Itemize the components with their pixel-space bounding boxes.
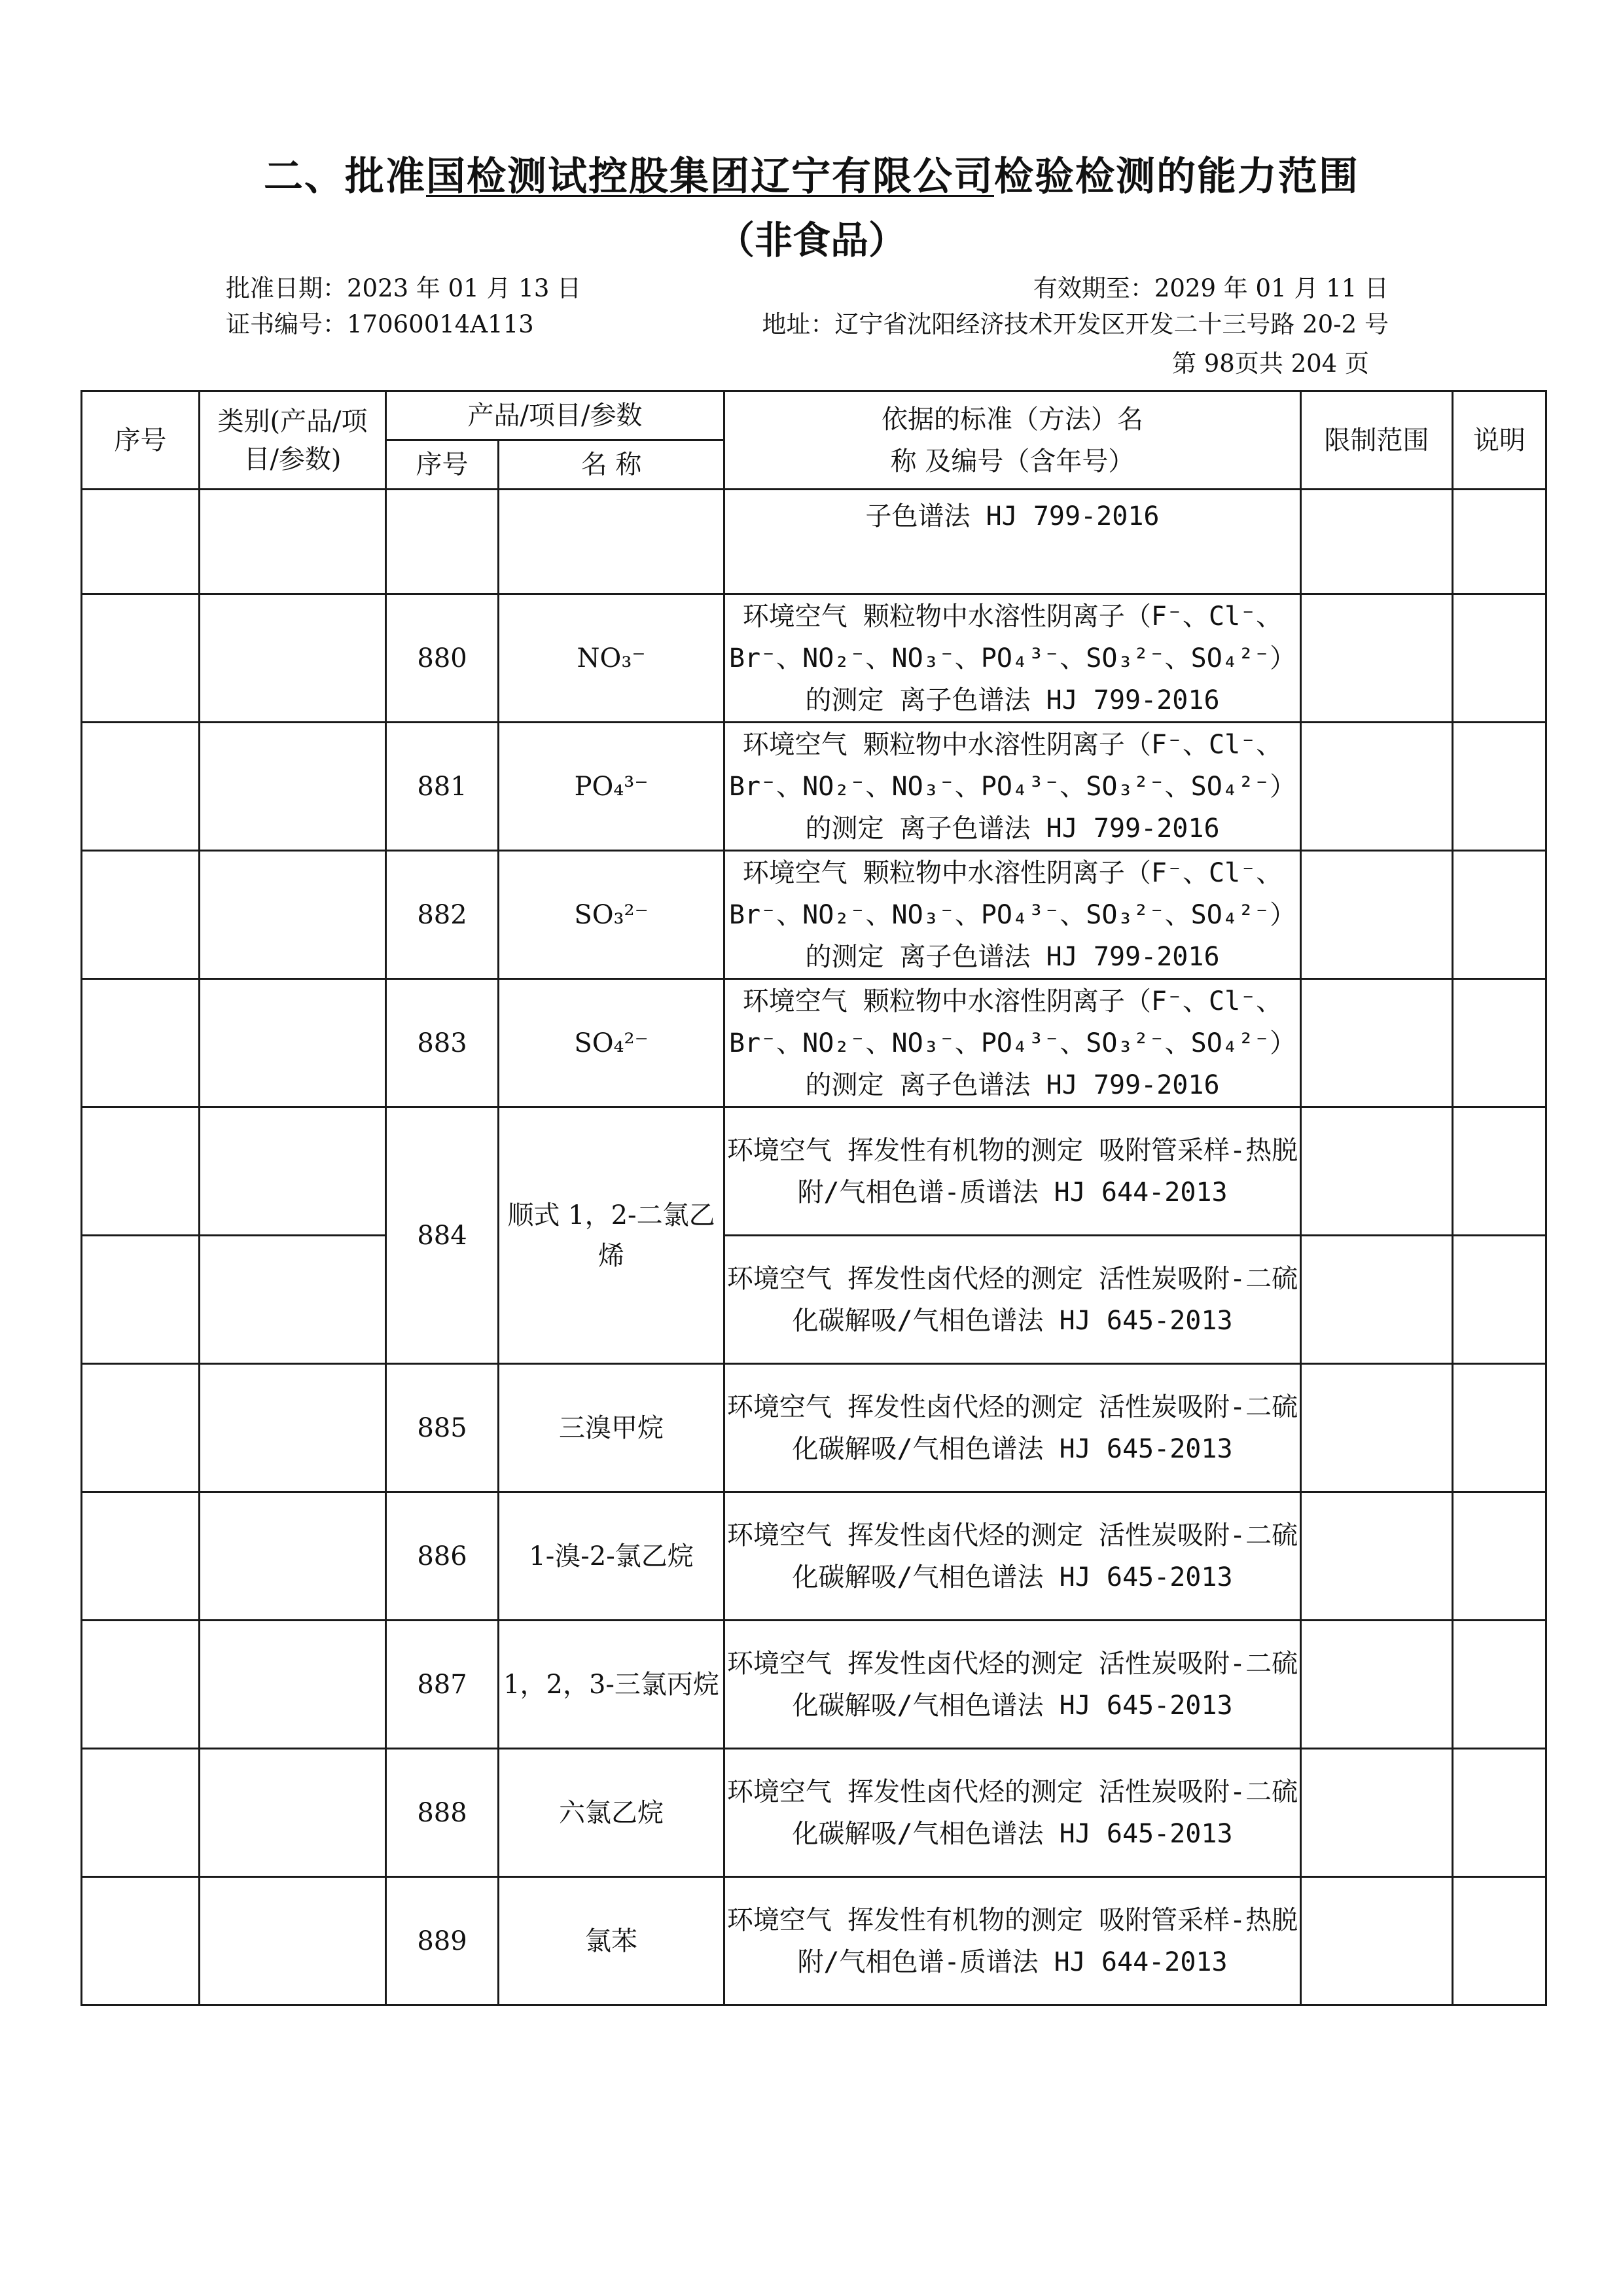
capability-table [80, 390, 1547, 2006]
table-row [82, 979, 1546, 1107]
approval-date: 批准日期：2023 年 01 月 13 日 [226, 274, 582, 302]
item-number: 885 [386, 1364, 499, 1492]
table-row [82, 1621, 1546, 1749]
standard-cell: 环境空气 挥发性卤代烃的测定 活性炭吸附-二硫化碳解吸/气相色谱法 HJ 645-2013 [724, 1492, 1301, 1621]
table-row [82, 490, 1546, 594]
item-name: SO₃²⁻ [499, 851, 724, 979]
table-row [82, 1877, 1546, 2005]
table-row [82, 1236, 1546, 1364]
table-row [82, 851, 1546, 979]
certificate-number: 证书编号：17060014A113 [226, 310, 534, 338]
address: 地址：辽宁省沈阳经济技术开发区开发二十三号路 20-2 号 [762, 310, 1389, 338]
page-number: 第 98页共 204 页 [1172, 350, 1369, 378]
table-row [82, 594, 1546, 723]
standard-cell: 环境空气 挥发性卤代烃的测定 活性炭吸附-二硫化碳解吸/气相色谱法 HJ 645-2013 [724, 1749, 1301, 1877]
standard-cell: 子色谱法 HJ 799-2016 [724, 490, 1301, 594]
item-number: 887 [386, 1621, 499, 1749]
table-row [82, 1107, 1546, 1236]
header-sub-name: 名 称 [499, 440, 724, 490]
item-name: 顺式 1，2-二氯乙烯 [499, 1107, 724, 1364]
standard-cell: 环境空气 挥发性卤代烃的测定 活性炭吸附-二硫化碳解吸/气相色谱法 HJ 645-2013 [724, 1621, 1301, 1749]
item-number: 883 [386, 979, 499, 1107]
item-number: 884 [386, 1107, 499, 1364]
item-name: 氯苯 [499, 1877, 724, 2005]
table-row [82, 1492, 1546, 1621]
item-number: 886 [386, 1492, 499, 1621]
standard-cell: 环境空气 颗粒物中水溶性阴离子（F⁻、Cl⁻、Br⁻、NO₂⁻、NO₃⁻、PO₄³⁻、SO₃²⁻、SO₄²⁻）的测定 离子色谱法 HJ 799-2016 [724, 979, 1301, 1107]
title-organization: 国检测试控股集团辽宁有限公司 [426, 154, 994, 200]
header-seq: 序号 [82, 391, 200, 490]
header-sub-seq: 序号 [386, 440, 499, 490]
document-title [0, 145, 1623, 202]
item-name: PO₄³⁻ [499, 723, 724, 851]
table-row [82, 1364, 1546, 1492]
standard-cell: 环境空气 挥发性卤代烃的测定 活性炭吸附-二硫化碳解吸/气相色谱法 HJ 645-2013 [724, 1364, 1301, 1492]
item-name: 六氯乙烷 [499, 1749, 724, 1877]
item-name: 1，2，3-三氯丙烷 [499, 1621, 724, 1749]
item-name: 1-溴-2-氯乙烷 [499, 1492, 724, 1621]
item-name: SO₄²⁻ [499, 979, 724, 1107]
standard-cell: 环境空气 挥发性有机物的测定 吸附管采样-热脱附/气相色谱-质谱法 HJ 644-2013 [724, 1877, 1301, 2005]
header-limit: 限制范围 [1301, 391, 1453, 490]
title-prefix: 二、批准 [264, 154, 426, 200]
header-category: 类别(产品/项目/参数) [200, 391, 386, 490]
standard-cell: 环境空气 挥发性有机物的测定 吸附管采样-热脱附/气相色谱-质谱法 HJ 644-2013 [724, 1107, 1301, 1236]
header-standard: 依据的标准（方法）名称 及编号（含年号） [724, 391, 1301, 490]
standard-cell: 环境空气 颗粒物中水溶性阴离子（F⁻、Cl⁻、Br⁻、NO₂⁻、NO₃⁻、PO₄³⁻、SO₃²⁻、SO₄²⁻）的测定 离子色谱法 HJ 799-2016 [724, 594, 1301, 723]
document-subtitle: （非食品） [716, 218, 906, 262]
standard-cell: 环境空气 颗粒物中水溶性阴离子（F⁻、Cl⁻、Br⁻、NO₂⁻、NO₃⁻、PO₄³⁻、SO₃²⁻、SO₄²⁻）的测定 离子色谱法 HJ 799-2016 [724, 851, 1301, 979]
validity-date: 有效期至：2029 年 01 月 11 日 [1033, 274, 1389, 302]
title-suffix: 检验检测的能力范围 [994, 154, 1359, 200]
item-number: 882 [386, 851, 499, 979]
item-number: 889 [386, 1877, 499, 2005]
standard-cell: 环境空气 颗粒物中水溶性阴离子（F⁻、Cl⁻、Br⁻、NO₂⁻、NO₃⁻、PO₄³⁻、SO₃²⁻、SO₄²⁻）的测定 离子色谱法 HJ 799-2016 [724, 723, 1301, 851]
header-note: 说明 [1453, 391, 1546, 490]
table-row [82, 1749, 1546, 1877]
item-number: 881 [386, 723, 499, 851]
item-name: NO₃⁻ [499, 594, 724, 723]
item-name: 三溴甲烷 [499, 1364, 724, 1492]
table-row [82, 723, 1546, 851]
standard-cell: 环境空气 挥发性卤代烃的测定 活性炭吸附-二硫化碳解吸/气相色谱法 HJ 645-2013 [724, 1236, 1301, 1364]
item-number: 880 [386, 594, 499, 723]
item-number: 888 [386, 1749, 499, 1877]
header-product-group: 产品/项目/参数 [386, 391, 724, 440]
